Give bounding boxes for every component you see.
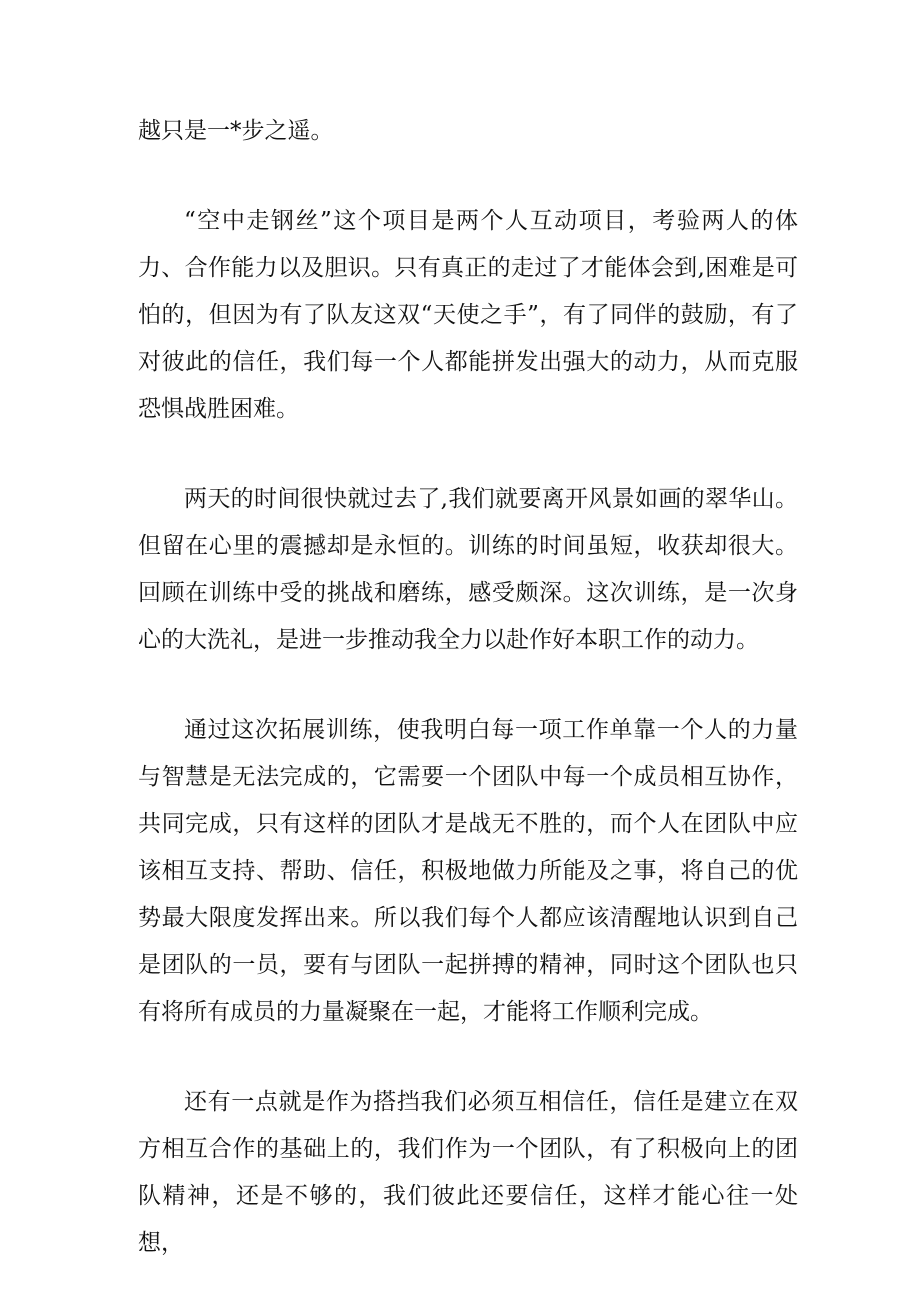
paragraph-continuation: 越只是一*步之遥。 xyxy=(138,118,334,144)
paragraph-teamwork: 通过这次拓展训练，使我明白每一项工作单靠一个人的力量与智慧是无法完成的，它需要一个团队中每一个成员相互协作，共同完成，只有这样的团队才是战无不胜的，而个人在团队中应该相互支持、帮助、信任，积极地做力所能及之事，将自己的优势最大限度发挥出来。所以我们每个人都应该清醒地认识到自己是团队的一员，要有与团队一起拼搏的精神，同时这个团队也只有将所有成员的力量凝聚在一起，才能将工作顺利完成。 xyxy=(138,717,798,1025)
paragraph-tightrope: “空中走钢丝”这个项目是两个人互动项目，考验两人的体力、合作能力以及胆识。只有真正的走过了才能体会到,困难是可怕的，但因为有了队友这双“天使之手”，有了同伴的鼓励，有了对彼此的信任，我们每一个人都能拼发出强大的动力，从而克服恐惧战胜困难。 xyxy=(138,208,798,422)
paragraph-trust: 还有一点就是作为搭挡我们必须互相信任，信任是建立在双方相互合作的基础上的，我们作为一个团队，有了积极向上的团队精神，还是不够的，我们彼此还要信任，这样才能心往一处想， xyxy=(138,1089,798,1256)
paragraph-two-days: 两天的时间很快就过去了,我们就要离开风景如画的翠华山。但留在心里的震撼却是永恒的。训练的时间虽短，收获却很大。回顾在训练中受的挑战和磨练，感受颇深。这次训练，是一次身心的大洗礼，是进一步推动我全力以赴作好本职工作的动力。 xyxy=(138,486,798,653)
document-page xyxy=(138,108,798,1310)
